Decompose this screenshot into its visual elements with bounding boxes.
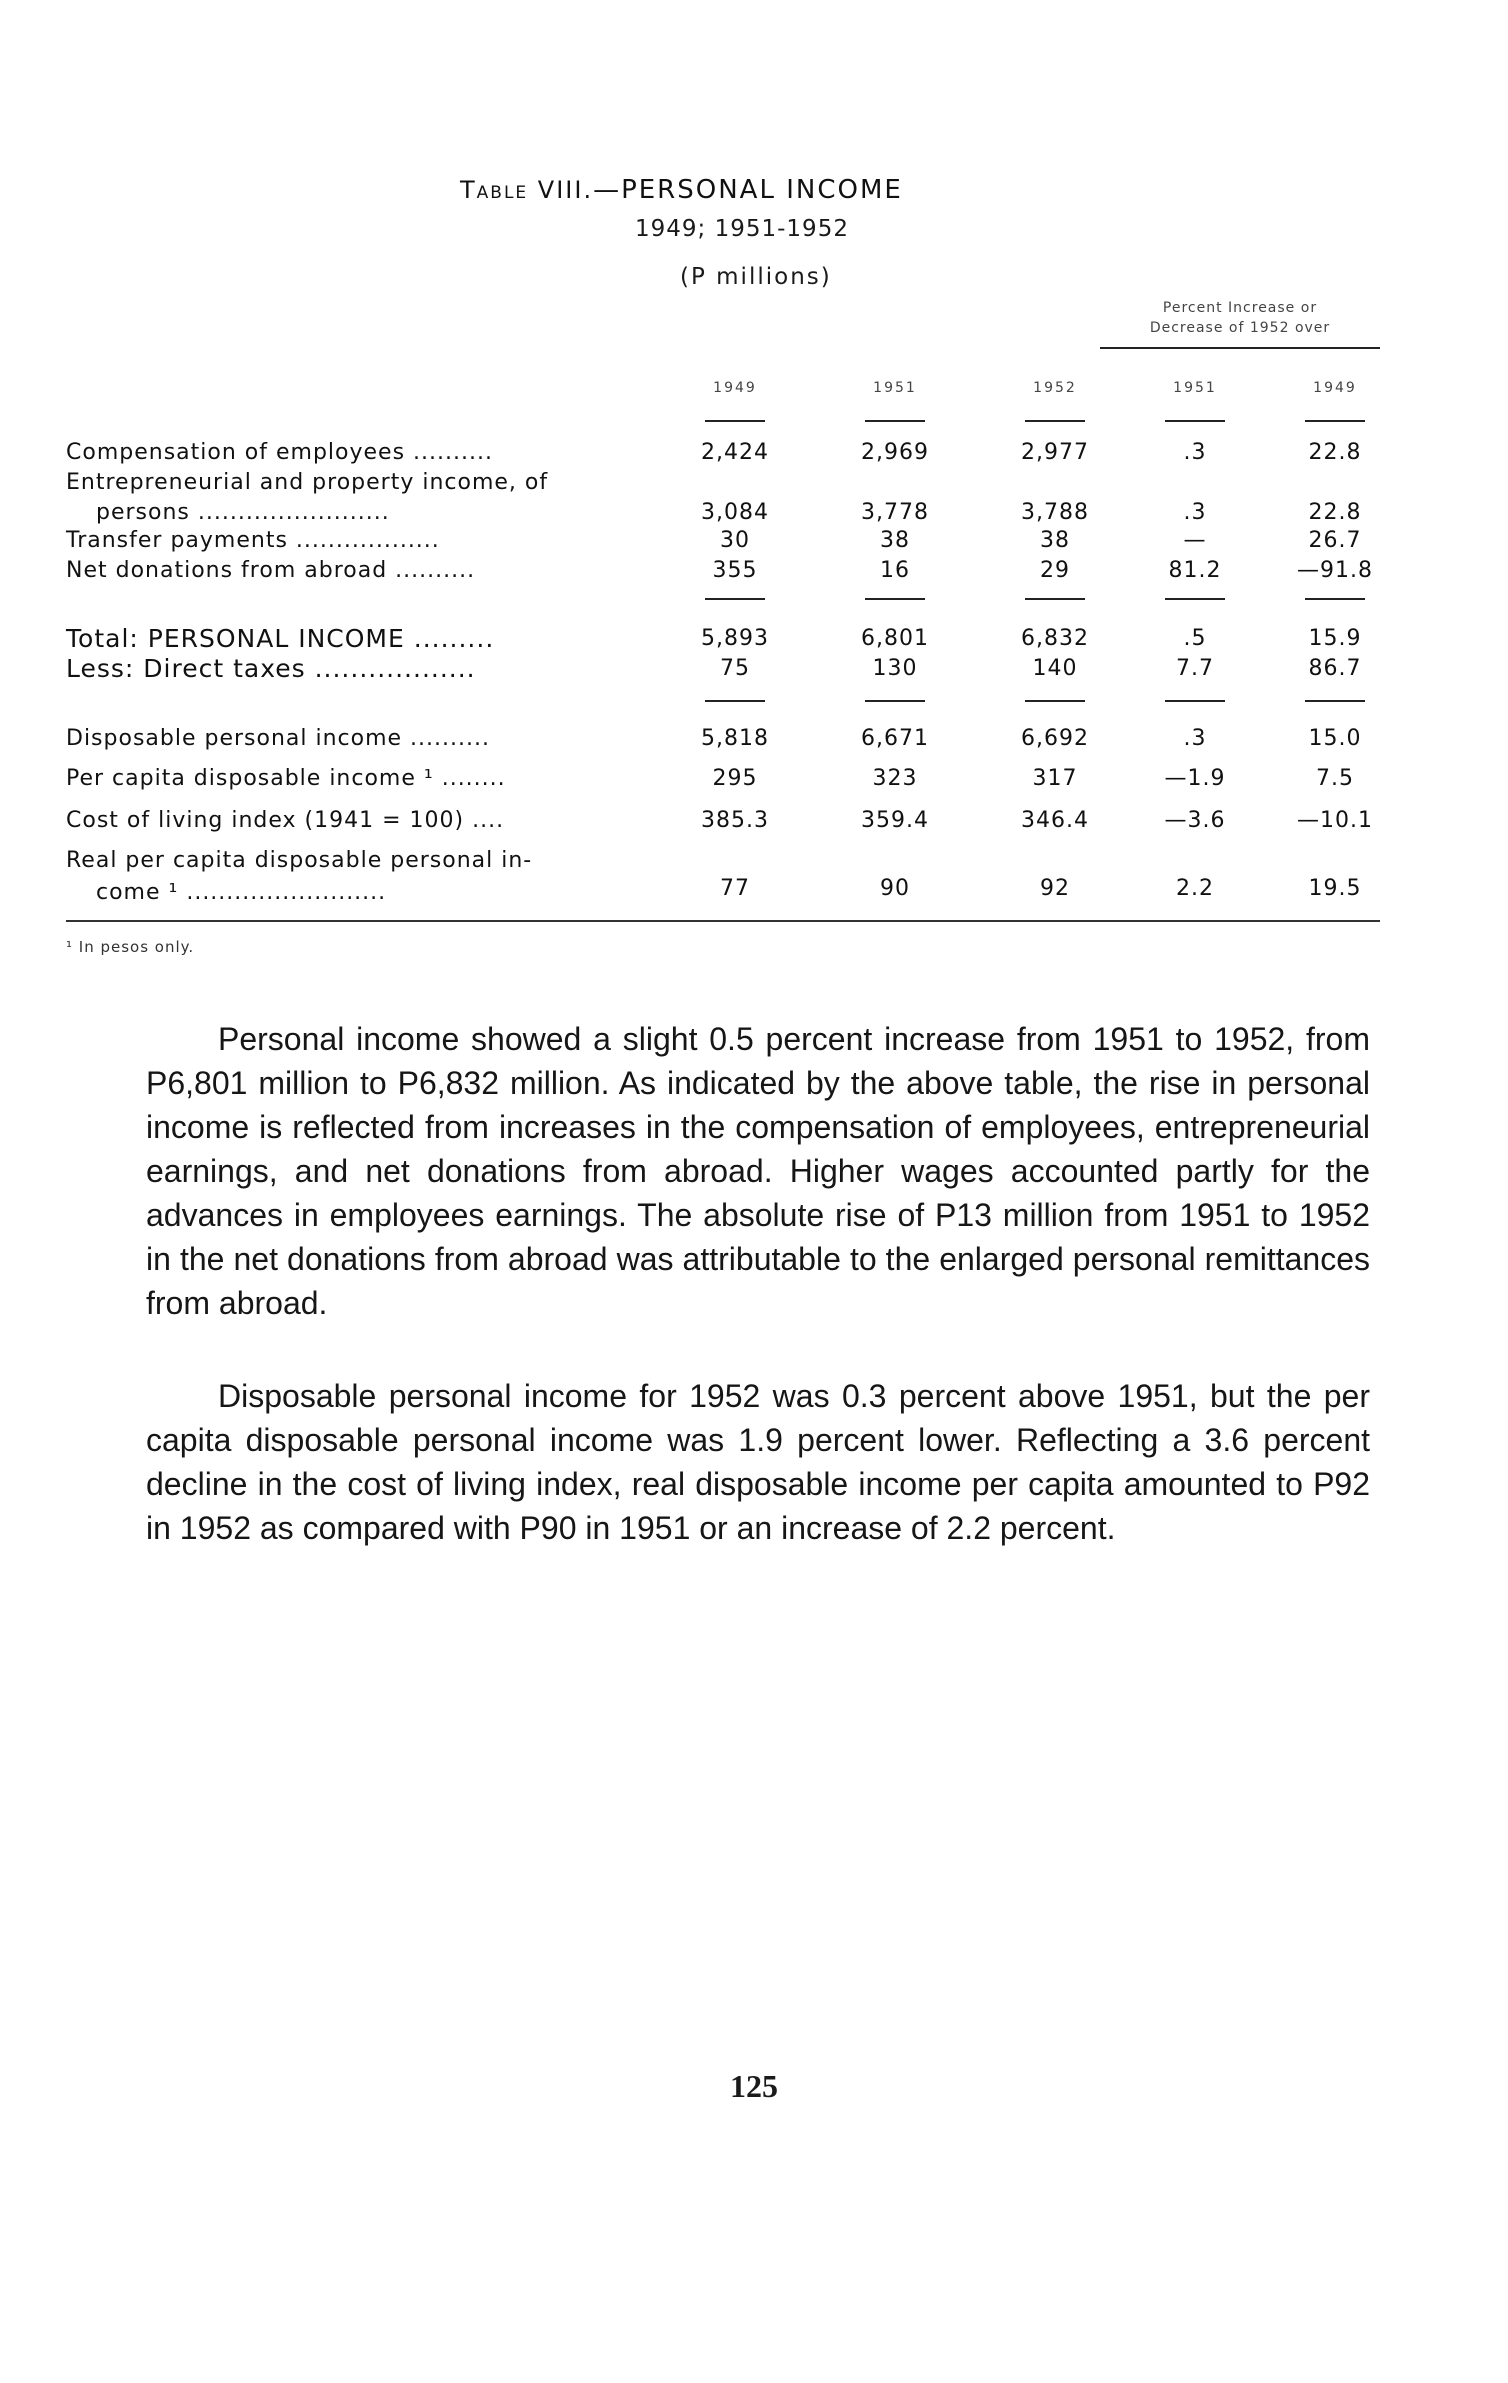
subtotal-rule [865, 598, 925, 600]
table-cell: 38 [880, 528, 910, 553]
table-cell: 29 [1040, 558, 1070, 583]
table-cell: 5,818 [701, 726, 769, 751]
row-label-entrepreneurial: Entrepreneurial and property income, of [66, 470, 549, 495]
table-footnote: ¹ In pesos only. [66, 938, 195, 956]
row-label-direct-taxes: Less: Direct taxes .................. [66, 654, 476, 683]
table-cell: 77 [720, 876, 750, 901]
row-label-net-donations: Net donations from abroad .......... [66, 558, 476, 583]
table-cell: 92 [1040, 876, 1070, 901]
row-label-disposable-income: Disposable personal income .......... [66, 726, 490, 751]
table-cell: 7.7 [1176, 656, 1214, 681]
header-rule [1025, 420, 1085, 422]
row-label-cost-of-living: Cost of living index (1941 = 100) .... [66, 808, 505, 833]
col-header-1952: 1952 [1033, 380, 1077, 396]
table-cell: 7.5 [1316, 766, 1354, 791]
table-cell: 22.8 [1308, 500, 1362, 525]
pct-change-header-line1: Percent Increase or [1162, 300, 1318, 316]
paragraph-personal-income [146, 1017, 1370, 1325]
table-cell: 26.7 [1308, 528, 1362, 553]
table-cell: 2,977 [1021, 440, 1089, 465]
pct-header-rule [1100, 347, 1380, 349]
table-cell: 295 [712, 766, 758, 791]
table-cell: 16 [880, 558, 910, 583]
table-cell: 346.4 [1021, 808, 1089, 833]
table-cell: 3,788 [1021, 500, 1089, 525]
col-header-1951: 1951 [873, 380, 917, 396]
table-cell: 359.4 [861, 808, 929, 833]
header-rule [1305, 420, 1365, 422]
table-cell: 90 [880, 876, 910, 901]
table-cell: 3,084 [701, 500, 769, 525]
row-label-come: come ¹ ......................... [96, 880, 387, 905]
row-label-total-personal-income: Total: PERSONAL INCOME ......... [66, 624, 495, 653]
table-years: 1949; 1951-1952 [635, 216, 849, 242]
table-cell: —10.1 [1297, 808, 1373, 833]
subtotal-rule [865, 700, 925, 702]
table-cell: .3 [1183, 726, 1207, 751]
row-label-per-capita-disposable: Per capita disposable income ¹ ........ [66, 766, 506, 791]
table-cell: 3,778 [861, 500, 929, 525]
subtotal-rule [705, 700, 765, 702]
header-rule [705, 420, 765, 422]
table-cell: 355 [712, 558, 758, 583]
table-cell: .3 [1183, 500, 1207, 525]
paragraph-disposable-income [146, 1374, 1370, 1550]
paragraph-text: Disposable personal income for 1952 was 0.3 percent above 1951, but the per capita disposable personal income was 1.9 percent lower. Reflecting a 3.6 percent decline in the cost of living index, real disposable income per capita amounted to P92 in 1952 as compared with P90 in 1951 or an increase of 2.2 percent. [146, 1378, 1370, 1546]
table-cell: 15.0 [1308, 726, 1362, 751]
table-title-main: —PERSONAL INCOME [593, 175, 903, 205]
table-cell: 385.3 [701, 808, 769, 833]
table-cell: —3.6 [1164, 808, 1226, 833]
table-cell: 140 [1032, 656, 1078, 681]
row-label-real-per-capita: Real per capita disposable personal in- [66, 848, 533, 873]
table-units: (P millions) [680, 264, 832, 290]
col-header-1949: 1949 [713, 380, 757, 396]
table-title [460, 175, 903, 205]
subtotal-rule [1165, 598, 1225, 600]
pct-change-header-line2: Decrease of 1952 over [1149, 320, 1331, 336]
table-cell: 30 [720, 528, 750, 553]
row-label-compensation: Compensation of employees .......... [66, 440, 493, 465]
subtotal-rule [1025, 700, 1085, 702]
table-cell: 6,801 [861, 626, 929, 651]
row-label-transfer-payments: Transfer payments .................. [66, 528, 440, 553]
table-cell: 2,424 [701, 440, 769, 465]
col-header-pct-1951: 1951 [1173, 380, 1217, 396]
page-number: 125 [730, 2068, 778, 2104]
paragraph-text: Personal income showed a slight 0.5 percent increase from 1951 to 1952, from P6,801 million to P6,832 million. As indicated by the above table, the rise in personal income is reflected from increases in the compensation of employees, entrepreneurial earnings, and net donations from abroad. Higher wages accounted partly for the advances in employees earnings. The absolute rise of P13 million from 1951 to 1952 in the net donations from abroad was attributable to the enlarged personal remittances from abroad. [146, 1021, 1370, 1321]
header-rule [865, 420, 925, 422]
table-cell: 6,692 [1021, 726, 1089, 751]
table-cell: .3 [1183, 440, 1207, 465]
table-bottom-rule [66, 920, 1380, 922]
table-cell: —1.9 [1164, 766, 1226, 791]
table-cell: 86.7 [1308, 656, 1362, 681]
table-cell: 15.9 [1308, 626, 1362, 651]
subtotal-rule [1305, 598, 1365, 600]
table-cell: —91.8 [1297, 558, 1373, 583]
table-cell: 19.5 [1308, 876, 1362, 901]
subtotal-rule [1305, 700, 1365, 702]
table-cell: 38 [1040, 528, 1070, 553]
table-cell: 6,671 [861, 726, 929, 751]
table-cell: 2,969 [861, 440, 929, 465]
table-cell: 75 [720, 656, 750, 681]
table-cell: 22.8 [1308, 440, 1362, 465]
col-header-pct-1949: 1949 [1313, 380, 1357, 396]
table-cell: 317 [1032, 766, 1078, 791]
table-cell: — [1183, 528, 1207, 553]
row-label-persons: persons ........................ [96, 500, 390, 525]
table-cell: 5,893 [701, 626, 769, 651]
table-cell: 2.2 [1176, 876, 1214, 901]
header-rule [1165, 420, 1225, 422]
table-cell: 6,832 [1021, 626, 1089, 651]
table-cell: 81.2 [1168, 558, 1222, 583]
subtotal-rule [1165, 700, 1225, 702]
table-cell: .5 [1183, 626, 1207, 651]
subtotal-rule [1025, 598, 1085, 600]
table-title-prefix: Table VIII. [460, 176, 594, 204]
table-cell: 323 [872, 766, 918, 791]
subtotal-rule [705, 598, 765, 600]
table-cell: 130 [872, 656, 918, 681]
